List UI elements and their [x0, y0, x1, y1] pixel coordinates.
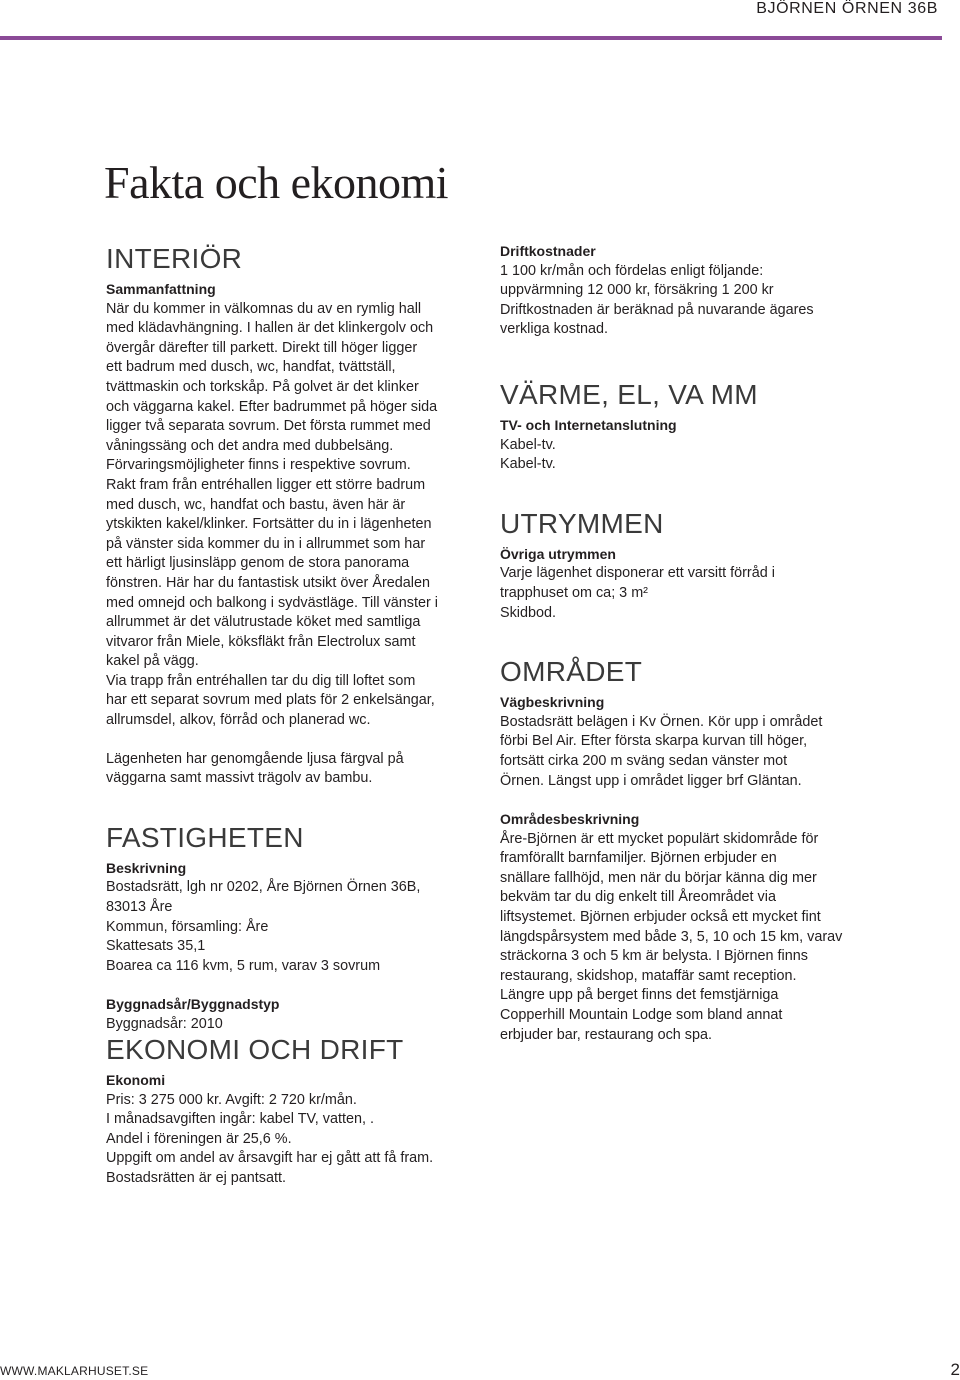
section-heading-fastigheten: FASTIGHETEN: [106, 821, 304, 853]
subheading-tv-internet: TV- och Internetanslutning: [500, 416, 677, 433]
section-utrymmen: [500, 507, 880, 623]
subheading-ekonomi: Ekonomi: [106, 1072, 166, 1088]
section-omradet: [500, 655, 880, 1045]
footer-url: WWW.MAKLARHUSET.SE: [0, 1364, 149, 1378]
header-title: BJÖRNEN ÖRNEN 36B: [756, 0, 938, 17]
section-heading-varme: VÄRME, EL, VA MM: [500, 378, 758, 410]
subheading-ovriga-utrymmen: Övriga utrymmen: [500, 545, 616, 562]
property-description: Bostadsrätt, lgh nr 0202, Åre Björnen Örnen 36B, 83013 Åre Kommun, församling: Åre Skattesats 35,1 Boarea ca 116 kvm, 5 rum, varav 3 sovrum: [106, 879, 421, 974]
section-ekonomi: [106, 1033, 506, 1189]
section-heading-ekonomi: EKONOMI OCH DRIFT: [106, 1034, 404, 1065]
directions: Bostadsrätt belägen i Kv Örnen. Kör upp i området förbi Bel Air. Efter första skarpa kurvan till höger, fortsätt cirka 200 m sväng sedan vänster mot Örnen. Längst upp i området ligger brf Gläntan.: [500, 713, 823, 789]
right-column: [500, 242, 880, 1045]
subheading-beskrivning: Beskrivning: [106, 859, 187, 876]
subheading-driftkostnader: Driftkostnader: [500, 243, 596, 259]
section-varme: [500, 378, 880, 475]
subheading-sammanfattning: Sammanfattning: [106, 281, 216, 297]
left-column: [106, 242, 486, 1035]
page-number: 2: [950, 1360, 960, 1379]
section-fastigheten: [106, 821, 486, 1035]
header-divider: [0, 36, 942, 40]
page-title: Fakta och ekonomi: [104, 157, 449, 208]
subheading-byggnadsar: Byggnadsår/Byggnadstyp: [106, 996, 280, 1013]
storage-details: Varje lägenhet disponerar ett varsitt förråd i trapphuset om ca; 3 m² Skidbod.: [500, 565, 775, 621]
build-year: Byggnadsår: 2010: [106, 1016, 223, 1032]
section-heading-interior: INTERIÖR: [106, 243, 243, 274]
section-driftkostnader: [500, 242, 880, 340]
economy-details: Pris: 3 275 000 kr. Avgift: 2 720 kr/mån. I månadsavgiften ingår: kabel TV, vatten, . Andel i föreningen är 25,6 %. Uppgift om andel av årsavgift har ej gått att få fram. Bostadsrätten är ej pantsatt.: [106, 1091, 434, 1186]
interior-description: När du kommer in välkomnas du av en rymlig hall med klädavhängning. I hallen är det klinkergolv och övergår därefter till parkett. Direkt till höger ligger ett badrum med dusch, wc, handfat, tvättställ, tvättmaskin och torkskåp. På golvet är det klinker och väggarna kakel. Efter badrummet på höger sida ligger två separata sovrum. Det första rummet med våningssäng och det andra med dubbelsäng. Förvaringsmöjligheter finns i respektive sovrum. Rakt fram från entréhallen ligger ett större badrum med dusch, wc, handfat och bastu, även här är ytskikten kakel/klinker. Fortsätter du in i lägenheten på vänster sida kommer du in i allrummet som har ett härligt ljusinsläpp genom de stora panorama fönstren. Här har du fantastisk utsikt över Åredalen med omnejd och balkong i sydvästläge. Till vänster i allrummet är det välutrustade köket med samtliga vitvaror från Miele, köksfläkt från Electrolux samt kakel på vägg. Via trapp från entréhallen tar du dig till loftet som har ett separat sovrum med plats för 2 enkelsängar, allrumsdel, alkov, förråd och planerad wc.: [106, 300, 438, 729]
section-heading-utrymmen: UTRYMMEN: [500, 507, 664, 539]
interior-note: Lägenheten har genomgående ljusa färgval på väggarna samt massivt trägolv av bambu.: [106, 750, 404, 787]
section-heading-omradet: OMRÅDET: [500, 656, 643, 688]
economy-block: [106, 1033, 506, 1189]
operating-costs: 1 100 kr/mån och fördelas enligt följande: uppvärmning 12 000 kr, försäkring 1 200 kr Driftkostnaden är beräknad på nuvarande ägares verkliga kostnad.: [500, 262, 814, 338]
section-interior: [106, 242, 486, 789]
tv-internet-details: Kabel-tv. Kabel-tv.: [500, 436, 556, 473]
subheading-vagbeskrivning: Vägbeskrivning: [500, 694, 605, 711]
area-description: Åre-Björnen är ett mycket populärt skidområde för framförallt barnfamiljer. Björnen erbjuder en snällare fallhöjd, men när du börjar känna dig mer bekväm tar du dig enkelt till Åreområdet via liftsystemet. Björnen erbjuder också ett mycket fint längdspårsystem med både 3, 5, 10 och 15 km, varav sträckorna 3 och 5 km är belysta. I Björnen finns restaurang, skidshop, mataffär samt reception. Längre upp på berget finns det femstjärniga Copperhill Mountain Lodge som bland annat erbjuder bar, restaurang och spa.: [500, 830, 843, 1043]
subheading-omradesbeskrivning: Områdesbeskrivning: [500, 811, 640, 828]
